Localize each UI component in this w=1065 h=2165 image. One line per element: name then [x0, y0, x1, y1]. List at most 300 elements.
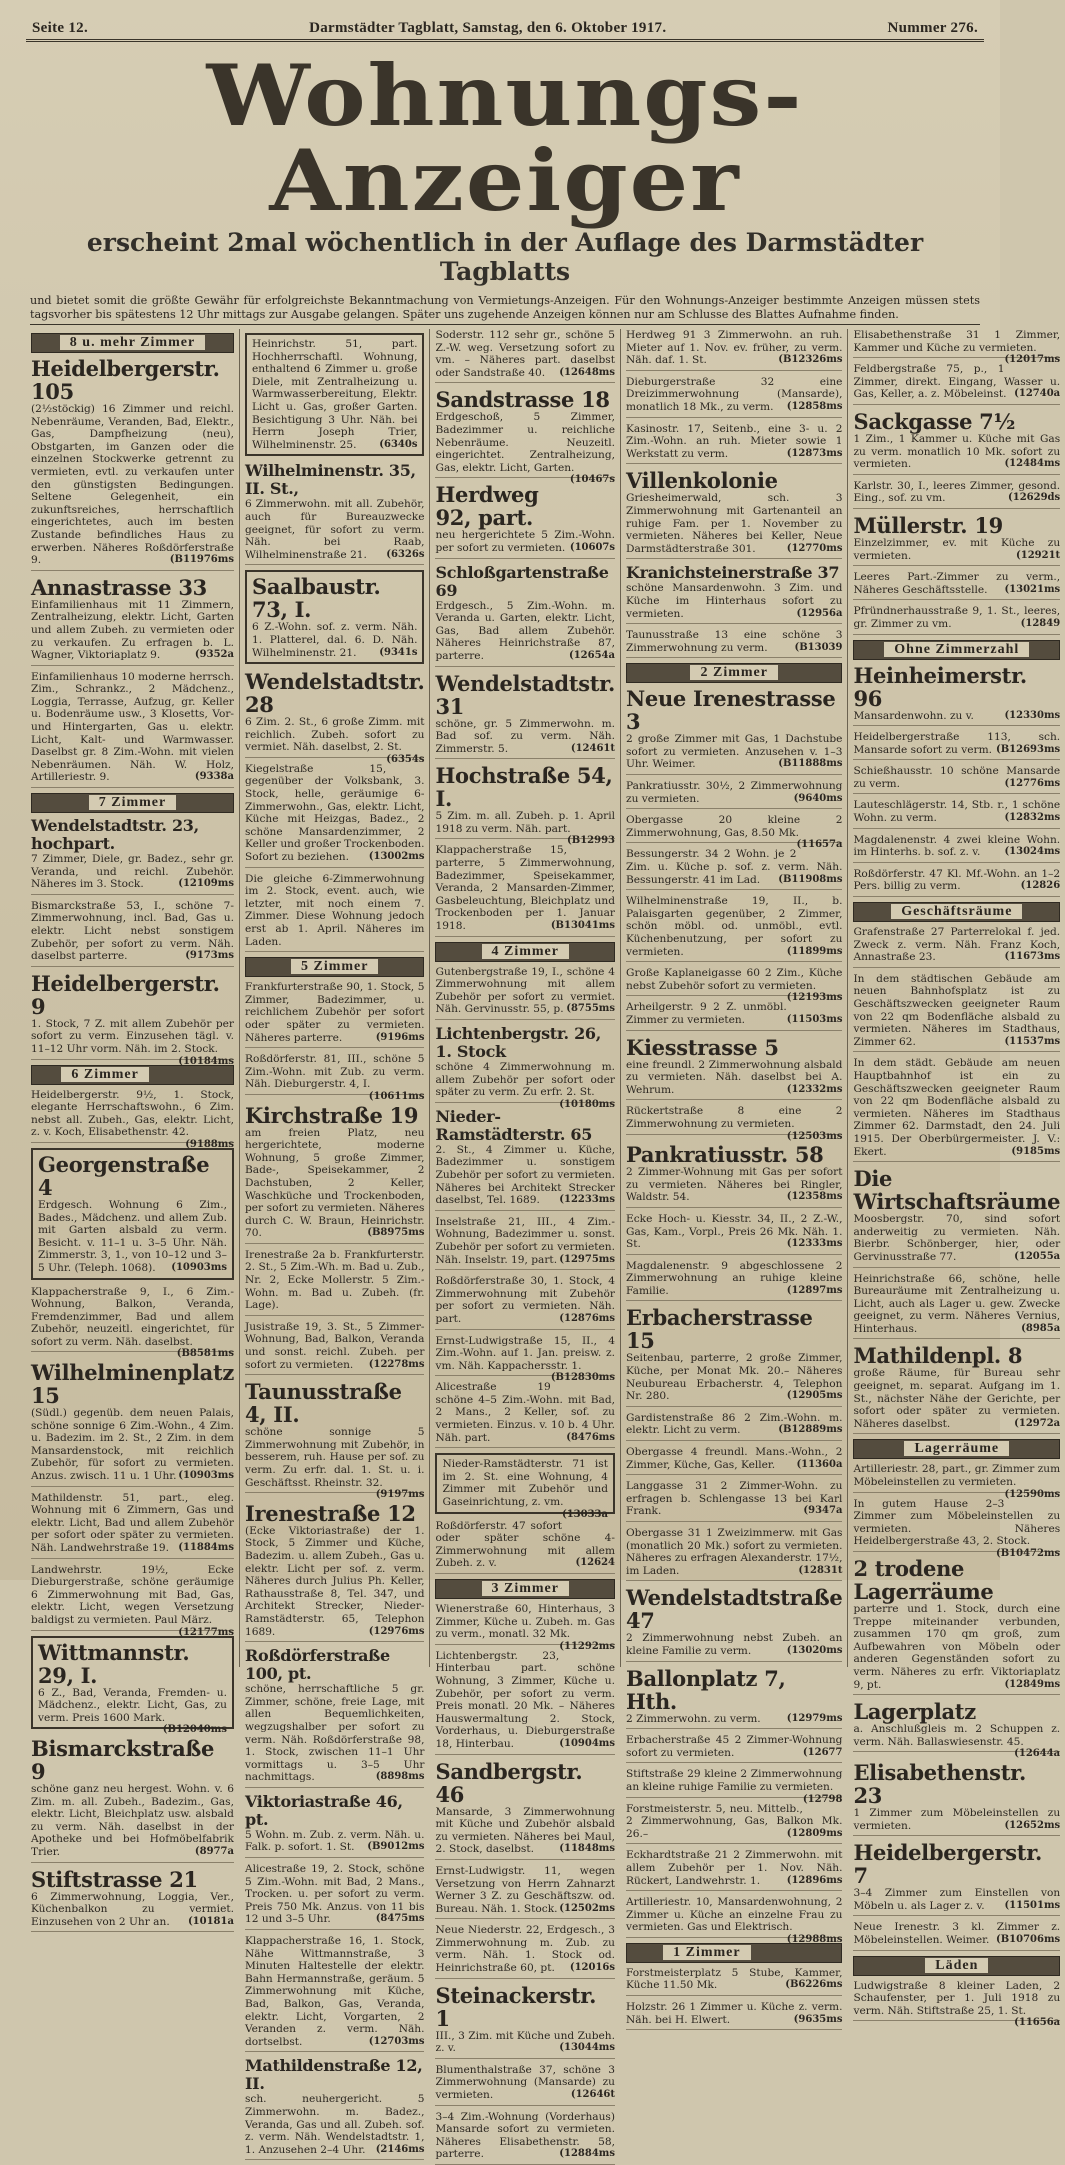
- ad-reference-code: (12798: [802, 1793, 843, 1805]
- ad-text: [31, 671, 234, 784]
- ad-text: [626, 1105, 843, 1142]
- ad-text: [626, 780, 842, 805]
- ad-reference-code: (12876ms: [559, 1312, 615, 1324]
- ad-body: Kasinostr. 17, Seitenb., eine 3- u. 2 Zim.-Wohn. an ruh. Mieter sowie 1 Werkstatt zu verm.: [626, 422, 843, 460]
- ad-reference-code: (12826: [1020, 880, 1061, 892]
- ad-text: [31, 1783, 234, 1859]
- classified-ad: [435, 1275, 615, 1329]
- classified-ad: [853, 1167, 1060, 1267]
- ad-reference-code: (12332ms: [786, 1083, 843, 1095]
- ad-body: Moosbergstr. 70, sind sofort anderweitig zu vermieten. Näh. Bierbr. Schönberger, hier, oder Gervinusstraße 77.: [853, 1213, 1061, 1263]
- ad-text: [31, 403, 234, 567]
- ad-body: Lichtenbergstr. 23, Hinterbau part. schöne Wohnung, 3 Zimmer, Küche u. Zubehör, per sofort zu verm. Preis monatl. 20 Mk. – Näheres Hauswermaltung 2. Stock, Vorderhaus, u. Dieburgerstraße 18, Hinterbau.: [435, 1649, 615, 1750]
- classified-ad: [245, 1647, 425, 1788]
- classified-ad: [853, 605, 1060, 634]
- classified-ad: [435, 1216, 615, 1270]
- ad-text: [435, 2111, 615, 2161]
- classified-ad: [244, 1379, 425, 1501]
- ad-body: 2 Zimmerwohnung nebst Zubeh. an kleine Familie zu verm.: [626, 1632, 843, 1657]
- ad-body: Die gleiche 6-Zimmerwohnung im 2. Stock, event. auch, wie letzter, mit noch einem 7. Zimmer. Diese Wohnung jedoch erst ab 1. April. Näheres im Laden.: [244, 872, 425, 948]
- ad-reference-code: (B11976ms: [169, 554, 234, 566]
- ad-reference-code: (12017ms: [1004, 354, 1061, 366]
- ad-text: [245, 1829, 425, 1854]
- section-heading: [435, 1579, 615, 1599]
- section-heading: [435, 942, 615, 962]
- ad-headline: Sandbergstr. 46: [435, 1758, 583, 1807]
- ad-body: Irenestraße 2a b. Frankfurterstr. 2. St., 5 Zim.-Wh. m. Bad u. Zub., Nr. 2, Ecke Mollerstr. 5 Zim.-Wohn. m. Bad u. Zubeh. (fr. Lage).: [244, 1248, 425, 1312]
- ad-text: [626, 329, 842, 367]
- ad-headline: Heidelbergerstr. 9: [31, 970, 220, 1019]
- ad-headline: Lagerplatz: [853, 1699, 976, 1725]
- classified-ad: [626, 1260, 842, 1302]
- ad-text: [853, 1463, 1061, 1500]
- classified-ad: [626, 1140, 842, 1208]
- ad-text: [626, 1713, 842, 1726]
- ad-headline: Sackgasse 7½: [853, 408, 1016, 434]
- ad-text: [626, 848, 842, 886]
- classified-ad: [435, 2111, 615, 2165]
- section-heading: [853, 1956, 1060, 1976]
- ad-text: [31, 1088, 234, 1150]
- ad-body: schöne ganz neu hergest. Wohn. v. 6 Zim. m. all. Zubeh., Badezim., Gas, elektr. Licht, Bleichplatz usw. alsbald zu verm. Näh. daselbst in der Apotheke und bei Hofmöbelfabrik Trier.: [31, 1782, 234, 1858]
- classified-ad: [626, 967, 843, 1004]
- classified-ad: [853, 1344, 1060, 1434]
- classified-ad: [244, 1053, 425, 1102]
- ad-headline: Heinheimerstr. 96: [853, 662, 1027, 711]
- ad-reference-code: (12809ms: [786, 1827, 843, 1839]
- ad-column-5: [848, 329, 1065, 2029]
- ad-body: Einfamilienhaus 10 moderne herrsch. Zim., Schrankz., 2 Mädchenz., Loggia, Terrasse, Aufzug, gr. Keller u. Bodenräume usw., 3 Klosetts, Vor- und Hintergarten, Gas u. elektr. Licht, Kalt- und Warmwasser. Daselbst gr. 8 Zim.-Wohn. mit vielen Nebenräumen. Näh. W. Holz, Artilleriestr. 9.: [31, 670, 234, 784]
- ad-text: [626, 1734, 842, 1759]
- ad-reference-code: (8476ms: [566, 1431, 615, 1443]
- classified-ad: [626, 1896, 843, 1945]
- classified-ad: [626, 1105, 843, 1142]
- ad-reference-code: (12624: [575, 1557, 615, 1569]
- ad-reference-code: (13024ms: [1004, 846, 1061, 858]
- ad-reference-code: (6354s: [386, 753, 425, 765]
- classified-ad: [853, 329, 1061, 366]
- ad-body: Gutenbergstraße 19, I., schöne 4 Zimmerwohnung mit allem Zubehör per sofort zu vermiet. Näh. Gervinusstr. 55, p.: [435, 965, 615, 1016]
- ad-reference-code: (11673ms: [1004, 951, 1061, 963]
- ad-reference-code: (11656a: [1014, 2017, 1061, 2029]
- ad-reference-code: (12849ms: [1004, 1678, 1061, 1690]
- ad-body: Herdweg 91 3 Zimmerwohn. an ruh. Mieter auf 1. Nov. ev. früher, zu verm. Näh. daf. 1. St.: [626, 329, 843, 367]
- ad-body: Soderstr. 112 sehr gr., schöne 5 Z.-W. weg. Versetzung sofort zu vm. – Näheres part. daselbst oder Sandstraße 40.: [435, 329, 615, 379]
- ad-reference-code: (11360a: [796, 1458, 843, 1470]
- ad-reference-code: (B13041ms: [550, 920, 615, 932]
- ad-reference-code: (12333ms: [786, 1238, 843, 1250]
- ad-body: Heidelbergerstr. 9½, 1. Stock, elegante Herrschaftswohn., 6 Zim. nebst all. Zubeh., Gas, elektr. Licht, z. v. Koch, Elisabethenstr. 42.: [31, 1088, 234, 1139]
- ad-text: [626, 1446, 842, 1471]
- ad-body: Feldbergstraße 75, p., 1 Zimmer, direkt. Eingang, Wasser u. Gas, Keller, a. z. Möbeleinst.: [853, 363, 1061, 401]
- classified-ad: [245, 1498, 425, 1642]
- ad-text: [853, 1807, 1060, 1832]
- ad-text: [31, 599, 234, 662]
- classified-ad: [626, 814, 843, 851]
- classified-ad: [853, 868, 1060, 897]
- ad-text: [31, 853, 234, 891]
- classified-ad: [435, 1984, 615, 2059]
- classified-ad: [626, 1667, 842, 1730]
- ad-body: Roßdörferstraße 30, 1. Stock, 4 Zimmerwohnung mit Zubehör per sofort zu vermieten. Näh. part.: [435, 1275, 615, 1325]
- classified-ad: [626, 1306, 842, 1406]
- section-heading: [626, 663, 842, 683]
- ad-reference-code: (13033a: [561, 1508, 608, 1520]
- classified-ad: [435, 1865, 615, 1919]
- boxed-ad: [31, 1148, 234, 1280]
- ad-text: [853, 329, 1061, 366]
- ad-reference-code: (8475ms: [375, 1913, 425, 1925]
- classified-ad: [31, 1088, 234, 1150]
- ad-body: parterre und 1. Stock, durch eine Treppe miteinander verbunden, zusammen 170 qm groß, zum Aufbewahren von Möbeln oder anderen Gegenständen sofort zu verm. Näheres zu erfr. Viktoriaplatz 9, pt.: [853, 1603, 1061, 1691]
- ad-text: [435, 411, 615, 486]
- ad-text: [435, 1924, 615, 1974]
- ad-reference-code: (12503ms: [786, 1130, 843, 1142]
- ad-text: [626, 1213, 842, 1251]
- ad-body: große Räume, für Bureau sehr geeignet, m. separat. Aufgang im 1. St., nächster Nähe der Gerichte, per sofort oder später zu vermieten. Näheres daselbst.: [853, 1367, 1061, 1430]
- classified-ad: [626, 1446, 842, 1475]
- ad-headline: Saalbaustr. 73, I.: [251, 574, 381, 623]
- classified-ad: [435, 1108, 615, 1211]
- classified-ad: [245, 1935, 425, 2052]
- ad-body: 2. St., 4 Zimmer u. Küche, Badezimmer u. sonstigem Zubehör per sofort zu vermieten. Näheres bei Architekt Strecker daselbst, Tel. 1689.: [435, 1143, 615, 1207]
- ad-body: eine freundl. 2 Zimmerwohnung alsbald zu vermieten. Näh. daselbst bei A. Wehrum.: [626, 1058, 843, 1096]
- classified-ad: [853, 926, 1060, 968]
- section-heading: [853, 640, 1060, 660]
- ad-column-2: [240, 329, 431, 2156]
- classified-ad: [626, 1527, 842, 1581]
- classified-ad: [31, 1357, 234, 1486]
- ad-text: [853, 1367, 1060, 1430]
- ad-body: Heidelbergerstraße 113, sch. Mansarde sofort zu verm.: [853, 731, 1061, 756]
- section-heading-label: Läden: [925, 1958, 988, 1973]
- classified-ad: [853, 1057, 1060, 1162]
- ad-body: Stiftstraße 29 kleine 2 Zimmerwohnung an kleine ruhige Familie zu vermieten.: [626, 1768, 843, 1793]
- classified-ad: [435, 1381, 615, 1448]
- ad-reference-code: (12975ms: [559, 1253, 615, 1265]
- ad-body: Mansardenwohn. zu v.: [853, 709, 974, 722]
- classified-ad: [626, 564, 842, 624]
- ad-body: Forstmeisterplatz 5 Stube, Kammer, Küche 11.50 Mk.: [626, 1966, 843, 1992]
- ad-reference-code: (11884ms: [178, 1542, 234, 1553]
- ad-reference-code: (9338a: [194, 771, 234, 783]
- classified-ad: [626, 687, 842, 775]
- classified-ad: [435, 763, 615, 847]
- ad-reference-code: (9196ms: [375, 1031, 425, 1043]
- ad-reference-code: (11501ms: [1004, 1899, 1061, 1911]
- ad-text: [244, 716, 425, 765]
- classified-ad: [853, 514, 1060, 566]
- running-header: [26, 8, 984, 42]
- ad-text: [245, 1127, 425, 1240]
- ad-headline: Taunusstraße 4, II.: [244, 1379, 402, 1428]
- ad-reference-code: (12858ms: [786, 400, 843, 412]
- ad-headline: 2 trodene Lagerräume: [853, 1556, 994, 1604]
- ad-reference-code: (12644a: [1014, 1748, 1061, 1760]
- ad-reference-code: (9635ms: [793, 2013, 843, 2025]
- ad-reference-code: (12897ms: [786, 1284, 843, 1296]
- classified-ad: [435, 1650, 615, 1755]
- classified-ad: [853, 480, 1060, 509]
- section-heading-label: 8 u. mehr Zimmer: [60, 335, 205, 350]
- classified-ad: [853, 731, 1060, 760]
- ad-text: [853, 799, 1060, 824]
- ad-body: Forstmeisterstr. 5, neu. Mittelb., 2 Zimmerwohnung, Gas, Balkon Mk. 26.–: [626, 1802, 843, 1840]
- issue-number: Nummer 276.: [887, 20, 978, 36]
- ad-text: [626, 376, 842, 414]
- ad-text: [252, 338, 418, 451]
- ad-body: Kiegelstraße 15, gegenüber der Volksbank, 3. Stock, helle, geräumige 6-Zimmerwohn., Gas, elektr. Licht, Küche mit Heizgas, Badez., 2 schöne Mansardenzimmer, 2 Keller und großer Trockenboden. Sofort zu beziehen.: [244, 762, 425, 864]
- classified-ad: [853, 1699, 1061, 1760]
- ad-headline: Ballonplatz 7, Hth.: [626, 1665, 786, 1714]
- ad-reference-code: (9185ms: [1011, 1145, 1061, 1157]
- ad-reference-code: (10903ms: [178, 1470, 234, 1482]
- ad-reference-code: (11503ms: [786, 1013, 843, 1025]
- classified-ad: [435, 1603, 615, 1652]
- ad-reference-code: (12976ms: [368, 1625, 425, 1637]
- ad-reference-code: (12654a: [568, 649, 615, 661]
- classified-ad: [435, 844, 615, 936]
- ad-body: neu hergerichtete 5 Zim.-Wohn. per sofort zu vermieten.: [435, 529, 615, 554]
- ad-body: 1. Stock, 7 Z. mit allem Zubehör per sofort zu verm. Einzusehen tägl. v. 11–12 Uhr vorm. Näh. im 2. Stock.: [31, 1017, 234, 1055]
- ad-reference-code: (B12830ms: [550, 1372, 615, 1384]
- ad-text: [626, 733, 842, 771]
- masthead-title: Wohnungs-Anzeiger: [206, 46, 804, 230]
- ad-reference-code: (12776ms: [1004, 777, 1061, 789]
- classified-ad: [626, 376, 842, 418]
- classified-ad: [626, 1412, 842, 1441]
- classified-ad: [853, 571, 1060, 600]
- ad-body: Langgasse 31 2 Zimmer-Wohn. zu erfragen b. Schlengasse 13 bei Karl Frank.: [626, 1480, 843, 1518]
- classified-ad: [245, 873, 425, 953]
- ad-reference-code: (12979ms: [786, 1712, 843, 1724]
- classified-ad: [853, 1921, 1060, 1950]
- ad-reference-code: (9640ms: [793, 792, 843, 804]
- section-heading-label: Ohne Zimmerzahl: [884, 642, 1029, 657]
- ad-body: Bismarckstraße 53, I., schöne 7-Zimmerwohnung, incl. Bad, Gas u. elektr. Licht nebst sonstigem Zubehör, per sofort zu verm. Näh. daselbst parterre.: [31, 899, 234, 963]
- ad-text: [442, 1458, 608, 1520]
- ad-headline: Stiftstrasse 21: [31, 1866, 198, 1892]
- ad-text: [245, 763, 425, 864]
- ad-text: [853, 605, 1060, 630]
- ad-text: [31, 1407, 234, 1483]
- ad-body: Gardistenstraße 86 2 Zim.-Wohn. m. elektr. Licht zu verm.: [626, 1411, 843, 1437]
- classified-ad: [435, 2064, 615, 2106]
- section-heading-label: 7 Zimmer: [89, 795, 176, 810]
- section-heading-label: 4 Zimmer: [482, 944, 569, 959]
- ad-body: 6 Z.-Wohn. sof. z. verm. Näh. 1. Platterel, dal. 6. D. Näh. Wilhelminenstr. 21.: [251, 621, 418, 659]
- ad-text: [853, 868, 1060, 893]
- ad-text: [435, 1865, 615, 1915]
- ad-text: [626, 1527, 842, 1577]
- ad-text: [435, 1806, 615, 1856]
- classified-ad: [31, 671, 234, 788]
- ad-text: [435, 1603, 615, 1652]
- ad-text: [626, 1166, 842, 1204]
- ad-reference-code: (13044ms: [559, 2042, 615, 2054]
- ad-reference-code: (9173ms: [185, 950, 234, 962]
- ad-reference-code: (12358ms: [786, 1191, 843, 1203]
- ad-body: In dem städt. Gebäude am neuen Hauptbahnhof ist ein zu Geschäftszwecken geeigneter Raum von 22 qm Bodenfläche alsbald zu vermieten. Näheres im Stadthaus Zimmer 62. Darmstadt, den 24. Juli 1915. Der Oberbürgermeister. J. V.: Ekert.: [853, 1057, 1061, 1158]
- ad-body: 6 Z., Bad, Veranda, Fremden- u. Mädchenz., elektr. Licht, Gas, zu verm. Preis 1600 Mark.: [38, 1686, 227, 1724]
- ad-body: Alicestraße 19, 2. Stock, schöne 5 Zim.-Wohn. mit Bad, 2 Mans., Trocken. u. per sofort zu verm. Preis 750 Mk. Anzus. von 11 bis 12 und 3–5 Uhr.: [244, 1863, 425, 1926]
- classified-ad: [435, 329, 615, 383]
- ad-text: [31, 1017, 234, 1067]
- ad-body: 5 Wohn. m. Zub. z. verm. Näh. u. Falk. p. sofort. 1. St.: [244, 1828, 425, 1854]
- ad-reference-code: (12956a: [796, 607, 843, 619]
- classified-ad: [853, 410, 1060, 475]
- ad-headline: Georgenstraße 4: [38, 1151, 210, 1200]
- ad-text: [626, 967, 843, 1004]
- ad-text: [853, 537, 1060, 562]
- ad-text: [435, 2030, 615, 2055]
- section-heading-label: Geschäftsräume: [891, 904, 1022, 919]
- ad-body: schöne Mansardenwohn. 3 Zim. und Küche im Hinterhaus sofort zu vermieten.: [626, 582, 843, 620]
- ad-body: schöne sonnige 5 Zimmerwohnung mit Zubehör, in besserem, ruh. Hause per sof. zu verm. Zu erfr. dal. 1. St. u. i. Geschäftsst. Rheinstr. 32.: [244, 1426, 425, 1489]
- ad-body: Pankratiusstr. 30½, 2 Zimmerwohnung zu vermieten.: [626, 780, 843, 805]
- classified-ad: [435, 1924, 615, 1978]
- ad-text: [435, 966, 615, 1016]
- ad-text: [435, 600, 615, 663]
- ad-text: [31, 1492, 234, 1555]
- section-heading-label: 1 Zimmer: [663, 1945, 750, 1960]
- classified-ad: [31, 1563, 234, 1638]
- ad-body: 2 Zimmer-Wohnung mit Gas per sofort zu vermieten. Näheres bei Ringler, Waldstr. 54.: [626, 1166, 843, 1204]
- ad-text: [626, 1352, 842, 1402]
- ad-reference-code: (11537ms: [1004, 1035, 1061, 1047]
- ad-body: Griesheimerwald, sch. 3 Zimmerwohnung mit Gartenanteil an ruhige Fam. per 1. November zu vermieten. Näheres bei Keller, Neue Darmstädterstraße 301.: [626, 492, 843, 555]
- ad-reference-code: (12770ms: [786, 542, 843, 554]
- ad-body: Taunusstraße 13 eine schöne 3 Zimmerwohnung zu verm.: [626, 629, 843, 654]
- ad-headline: Steinackerstr. 1: [435, 1982, 597, 2031]
- ad-text: [853, 1723, 1061, 1760]
- boxed-ad: [245, 333, 425, 456]
- ad-body: 1 Zimmer zum Möbeleinstellen zu vermieten.: [853, 1806, 1061, 1832]
- ad-reference-code: (10904ms: [559, 1737, 615, 1749]
- ad-text: [853, 834, 1060, 859]
- ad-reference-code: (12652ms: [1004, 1819, 1061, 1831]
- ad-text: [626, 814, 843, 851]
- ad-body: Artilleriestr. 10, Mansardenwohnung, 2 Zimmer u. Küche an einzelne Frau zu vermieten. Gas und Elektrisch.: [626, 1896, 843, 1934]
- ad-reference-code: (B10472ms: [995, 1548, 1061, 1559]
- classified-ad: [31, 900, 234, 967]
- classified-ad: [31, 1492, 234, 1559]
- ad-text: [435, 1144, 615, 1207]
- ad-body: (2½stöckig) 16 Zimmer und reichl. Nebenräume, Veranden, Bad, Elektr., Gas, Dampfheizung (neu), Obstgarten, im Ganzen oder die einzelnen Stockwerke getrennt zu vermieten, evtl. zu verkaufen unter den günstigsten Bedingungen. Seltene Gelegenheit, ein zukunftsreiches, herrschaftlich eingerichtetes, auch im besten Zustande befindliches Haus zu erwerben. Näheres Roßdörferstraße 9.: [31, 403, 234, 567]
- ad-text: [245, 1321, 425, 1371]
- ad-body: am freien Platz, neu hergerichtete, moderne Wohnung, 5 große Zimmer, Bade-, Speisekammer, 2 Dachstuben, 2 Keller, Waschküche und Trockenboden, per sofort zu vermieten. Näheres durch C. W. Braun, Heinrichstr. 70.: [244, 1126, 425, 1240]
- classified-ad: [626, 1480, 842, 1522]
- ad-body: Einfamilienhaus mit 11 Zimmern, Zentralheizung, elektr. Licht, Garten und allem Zubeh. zu vermieten oder zu verkaufen. Zu erfragen b. L. Wagner, Viktoriaplatz 9.: [31, 598, 234, 662]
- ad-reference-code: (B11908ms: [778, 873, 843, 885]
- ad-body: Pfründnerhausstraße 9, 1. St., leeres, gr. Zimmer zu vm.: [853, 605, 1061, 630]
- classified-ad: [626, 423, 842, 465]
- ad-body: Mansarde, 3 Zimmerwohnung mit Küche und Zubehör alsbald zu vermieten. Näheres bei Maul, 2. Stock, daselbst.: [435, 1805, 615, 1856]
- ad-text: [853, 1979, 1061, 2029]
- ad-reference-code: (12646t: [570, 2089, 615, 2101]
- ad-text: [853, 1921, 1060, 1946]
- ad-headline: Wilhelminenstr. 35, II. St.,: [244, 461, 416, 499]
- ad-text: [626, 1059, 842, 1097]
- ad-body: Bessungerstr. 34 2 Wohn. je 2 Zim. u. Küche p. sof. z. verm. Näh. Bessungerstr. 41 im Lad.: [626, 848, 843, 886]
- ad-column-4: [621, 329, 848, 2026]
- classified-ad: [853, 799, 1060, 828]
- ad-reference-code: (B12326ms: [778, 354, 843, 366]
- section-heading-label: Lagerräume: [904, 1441, 1009, 1456]
- classified-ad: [435, 966, 615, 1020]
- ad-body: 7 Zimmer, Diele, gr. Badez., sehr gr. Veranda, und reichl. Zubehör. Näheres im 3. Stock.: [31, 853, 234, 891]
- ad-reference-code: (12921t: [1016, 549, 1061, 561]
- ad-text: [626, 1632, 842, 1657]
- ad-reference-code: (12590ms: [1004, 1488, 1061, 1500]
- ad-reference-code: (B13039: [794, 641, 843, 653]
- ad-reference-code: (12330ms: [1004, 709, 1061, 721]
- ad-text: [435, 1650, 615, 1751]
- ad-headline: Roßdörferstraße 100, pt.: [244, 1646, 390, 1684]
- ad-body: Landwehrstr. 19½, Ecke Dieburgerstraße, schöne geräumige 6 Zimmerwohnung mit Bad, Gas, elektr. Licht, wegen Versetzung baldigst zu vermieten. Paul März.: [31, 1563, 234, 1626]
- ad-headline: Lichtenbergstr. 26, 1. Stock: [435, 1024, 602, 1061]
- classified-ad: [31, 970, 234, 1067]
- ad-columns: [26, 329, 1061, 2161]
- classified-ad: [245, 1321, 425, 1375]
- ad-reference-code: (10181a: [187, 1915, 234, 1927]
- ad-reference-code: (11657a: [796, 839, 843, 851]
- classified-ad: [31, 1735, 234, 1862]
- ad-reference-code: (12484ms: [1004, 458, 1061, 470]
- ad-text: [853, 1603, 1060, 1691]
- ad-headline: Neue Irenestrasse 3: [626, 686, 836, 735]
- ad-reference-code: (12629ds: [1008, 492, 1061, 504]
- classified-ad: [31, 357, 234, 571]
- ad-reference-code: (B10706ms: [995, 1933, 1061, 1945]
- ad-headline: Mathildenstraße 12, II.: [244, 2056, 423, 2094]
- ad-text: [626, 423, 842, 461]
- ad-text: [245, 1525, 425, 1638]
- ad-body: Erdgesch., 5 Zim.-Wohn. m. Veranda u. Garten, elektr. Licht, Gas, Bad allem Zubehör. Näheres Heinrichstraße 87, parterre.: [435, 599, 615, 662]
- ad-reference-code: (12502ms: [559, 1902, 615, 1914]
- ad-body: 3–4 Zimmer zum Einstellen von Möbeln u. als Lager z. v.: [853, 1887, 1061, 1912]
- ad-headline: Wittmannstr. 29, I.: [38, 1639, 190, 1688]
- classified-ad: [31, 1868, 234, 1933]
- ad-reference-code: (12055a: [1014, 1250, 1061, 1262]
- classified-ad: [245, 462, 425, 565]
- ad-headline: Villenkolonie: [626, 468, 778, 494]
- ad-text: [245, 1683, 425, 1784]
- ad-reference-code: (9347a: [803, 1505, 843, 1517]
- ad-body: Roßdörferstr. 47 Kl. Mf.-Wohn. an 1–2 Pers. billig zu verm.: [853, 867, 1061, 893]
- ad-reference-code: (12905ms: [786, 1390, 843, 1402]
- ad-reference-code: (12972a: [1014, 1417, 1061, 1429]
- ad-text: [853, 710, 1060, 723]
- ad-body: Elisabethenstraße 31 1 Zimmer, Kammer und Küche zu vermieten.: [853, 329, 1061, 354]
- ad-reference-code: (12884ms: [559, 2148, 615, 2160]
- ad-body: Seitenbau, parterre, 2 große Zimmer, Küche, per Monat Mk. 20.– Näheres Neubureau Erbacherstr. 4, Telephon Nr. 280.: [626, 1352, 843, 1403]
- ad-text: [853, 1213, 1060, 1263]
- classified-ad: [626, 780, 842, 809]
- ad-reference-code: (12896ms: [786, 1874, 843, 1886]
- ad-body: Neue Niederstr. 22, Erdgesch., 3 Zimmerwohnung m. Zub. zu verm. Näh. 1. Stock od. Heinrichstraße 60, pt.: [435, 1924, 615, 1975]
- ad-reference-code: (12177ms: [178, 1626, 234, 1638]
- ad-body: schöne 4 Zimmerwohnung m. allem Zubehör per sofort oder später zu verm. Zu erfr. 2. St.: [435, 1061, 615, 1099]
- ad-text: [245, 981, 425, 1044]
- ad-text: [853, 1273, 1060, 1336]
- ad-body: Dieburgerstraße 32 eine Dreizimmerwohnung (Mansarde), monatlich 18 Mk., zu verm.: [626, 375, 843, 413]
- boxed-ad: [31, 1636, 234, 1736]
- classified-ad: [435, 1024, 615, 1110]
- ad-text: [435, 529, 615, 554]
- ad-text: [853, 433, 1060, 471]
- ad-text: [244, 1426, 425, 1501]
